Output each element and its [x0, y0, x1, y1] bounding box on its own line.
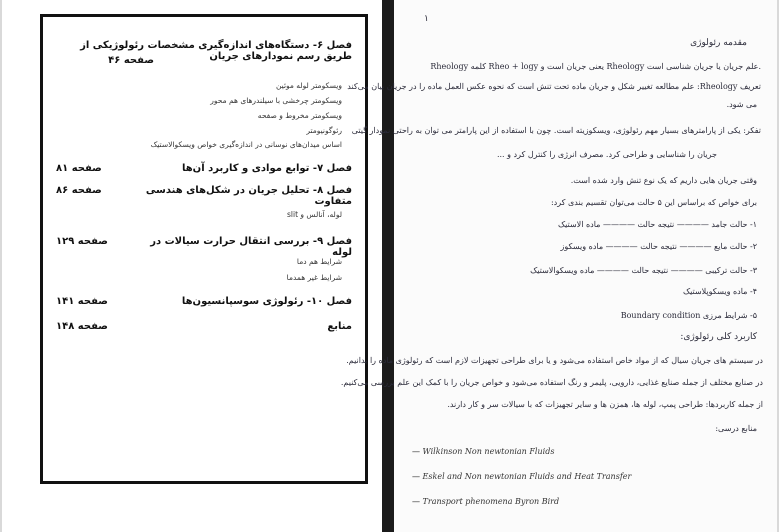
chapter9-title: فصل ۹- بررسی انتقال حرارت سیالات در لوله [150, 236, 352, 258]
chapter6-item: ویسکومتر چرخشی با سیلندرهای هم محور [210, 96, 342, 105]
chapter9-page: صفحه ۱۲۹ [56, 236, 108, 247]
reference-item: — Transport phenomena Byron Bird [412, 497, 560, 506]
sources-heading: منابع درسی: [715, 424, 757, 433]
chapter10-page: صفحه ۱۴۱ [56, 296, 108, 307]
note-line: تفکر: یکی از پارامترهای بسیار مهم رئولوژی، ویسکوزیته است. چون با استفاده از این پارامتر می توان به راحتی نمودار گیتی [351, 126, 761, 135]
state-item: ۴- ماده ویسکوپلاستیک [682, 287, 757, 296]
state-item: ۱- حالت جامد ———— نتیجه حالت ———— ماده الاستیک [557, 220, 757, 229]
note-line: تعریف Rheology: علم مطالعه تغییر شکل و جریان ماده تحت تنش است که نحوه عکس العمل ماده را در جریان بیان می‌کند [347, 82, 761, 91]
state-item: ۲- حالت مایع ———— نتیجه حالت ———— ماده ویسکوز [560, 242, 757, 251]
chapter6-item: ویسکومتر لوله موئین [275, 81, 342, 90]
book-spine [382, 0, 394, 532]
chapter10-title: فصل ۱۰- رئولوژی سوسپانسیون‌ها [181, 296, 352, 307]
note-line: در صنایع مختلف از جمله صنایع غذایی، دارویی، پلیمر و رنگ استفاده می‌شود و خواص جریان را با کمک این علم بررسی می‌کنیم. [340, 378, 763, 387]
note-line: می شود. [726, 100, 757, 109]
state-item: ۵- شرایط مرزی Boundary condition [620, 311, 757, 320]
note-line: در سیستم های جریان سیال که از مواد خاص استفاده می‌شود و یا برای طراحی تجهیزات لازم است که رئولوژی ماده را بدانیم. [346, 356, 763, 365]
references-title: منابع [327, 321, 352, 332]
chapter6-item: رئوگونیومتر [306, 126, 342, 135]
chapter7-title: فصل ۷- توابع موادی و کاربرد آن‌ها [181, 163, 352, 174]
chapter9-item: شرایط غیر همدما [286, 273, 342, 282]
note-line: وقتی جریان هایی داریم که یک نوع تنش وارد شده است. [570, 176, 757, 185]
right-page [340, 0, 777, 532]
chapter6-title: فصل ۶- دستگاه‌های اندازه‌گیری مشخصات رئولوژیکی از طریق رسم نمودارهای جریان [80, 40, 352, 62]
left-page [2, 0, 382, 532]
chapter6-item: اساس میدان‌های نوسانی در اندازه‌گیری خواص ویسکوالاستیک [150, 140, 342, 149]
note-line: جریان را شناسایی و طراحی کرد. مصرف انرژی را کنترل کرد و ... [496, 150, 717, 159]
chapter8-page: صفحه ۸۶ [56, 185, 102, 196]
chapter6-page: صفحه ۴۶ [108, 55, 154, 66]
chapter8-title: فصل ۸- تحلیل جریان در شکل‌های هندسی متفاوت [145, 185, 352, 207]
note-line: Rheology کلمه Rheo + logy یعنی جریان است و Rheology علم جریان یا جریان شناسی است. [430, 62, 761, 71]
reference-item: — Wilkinson Non newtonian Fluids [412, 447, 555, 456]
reference-item: — Eskel and Non newtonian Fluids and Heat Transfer [412, 472, 632, 481]
chapter7-page: صفحه ۸۱ [56, 163, 102, 174]
state-item: ۳- حالت ترکیبی ———— نتیجه حالت ———— ماده ویسکوالاستیک [530, 266, 757, 275]
chapter9-item: شرایط هم دما [296, 257, 342, 266]
note-line: از جمله کاربردها: طراحی پمپ، لوله ها، همزن ها و سایر تجهیزات که با سیالات سر و کار دارند. [447, 400, 763, 409]
applications-heading: کاربرد کلی رئولوژی: [680, 332, 757, 342]
chapter8-item: لوله، آنالس و slit [287, 210, 342, 219]
page-number: ۱ [424, 14, 429, 24]
chapter6-item: ویسکومتر مخروط و صفحه [257, 111, 342, 120]
references-page: صفحه ۱۴۸ [56, 321, 108, 332]
heading: مقدمه رئولوژی [690, 38, 747, 48]
note-line: برای خواص که براساس این ۵ حالت می‌توان تقسیم بندی کرد: [550, 198, 757, 207]
